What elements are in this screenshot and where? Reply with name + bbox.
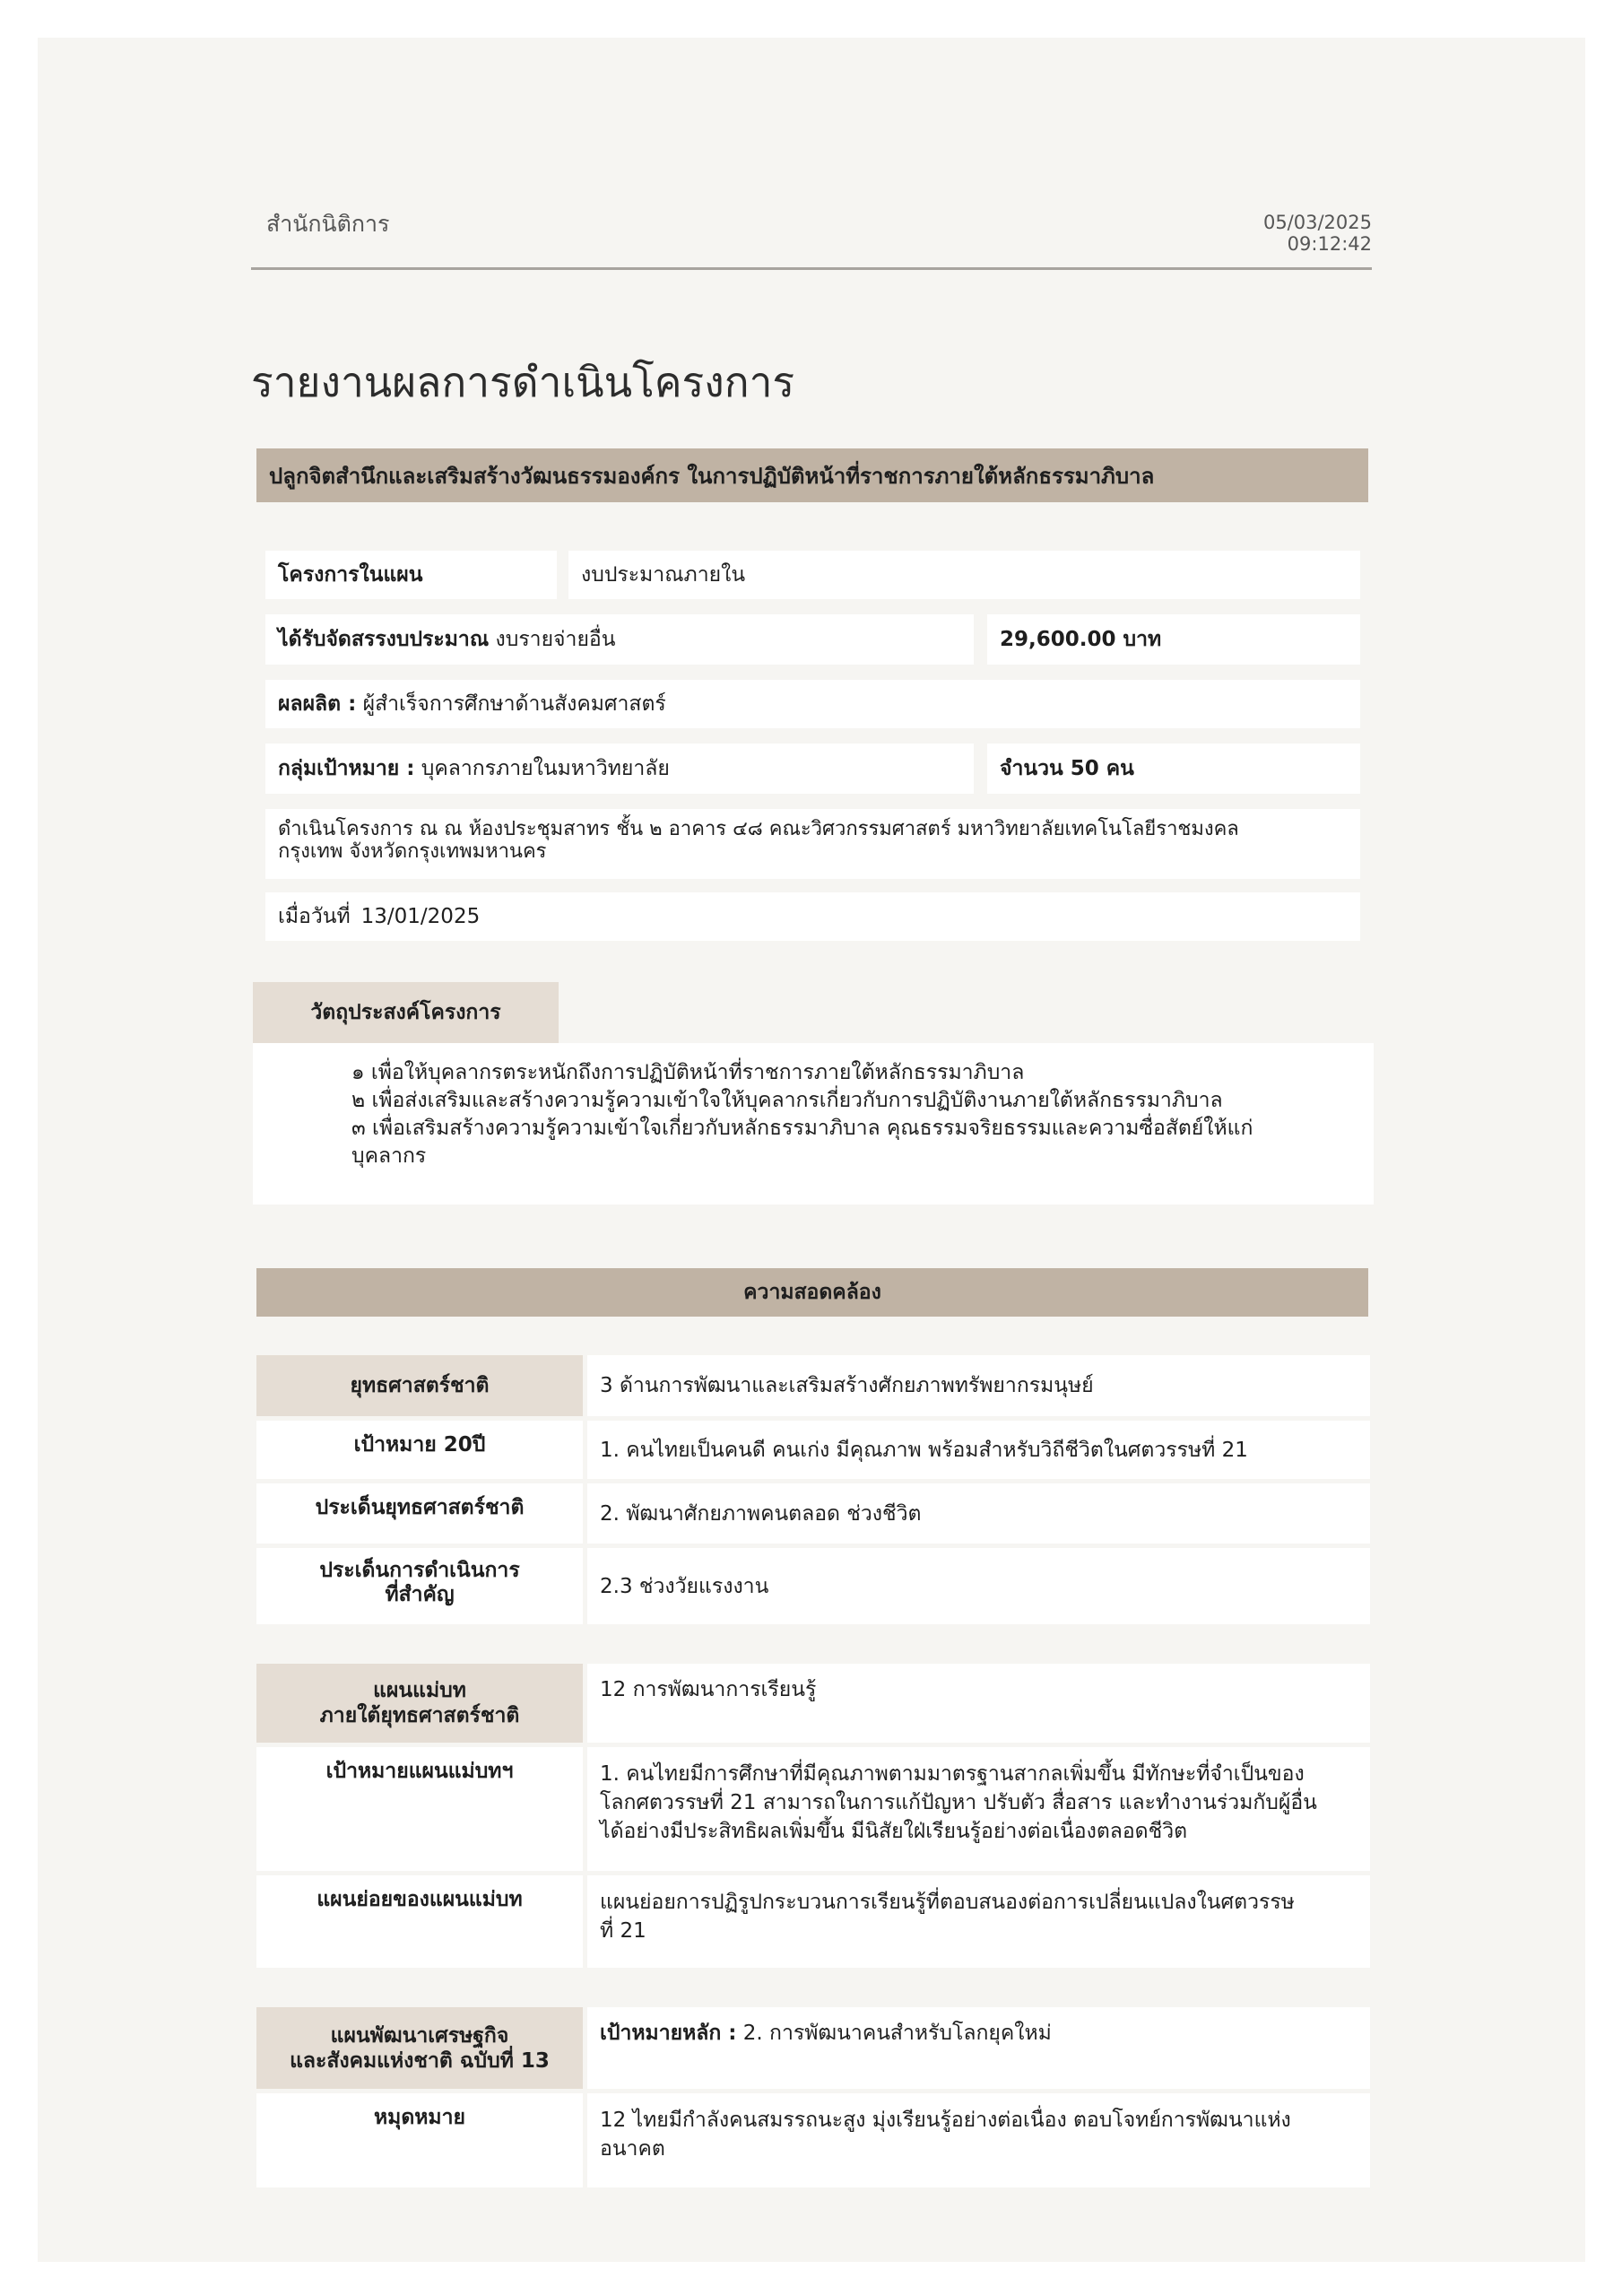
master-plan-goal-line-3: ได้อย่างมีประสิทธิผลเพิ่มขึ้น มีนิสัยใฝ่เรียนรู้อย่างต่อเนื่องตลอดชีวิต: [600, 1820, 1188, 1843]
project-name: ปลูกจิตสำนึกและเสริมสร้างวัฒนธรรมองค์กร ในการปฏิบัติหน้าที่ราชการภายใต้หลักธรรมาภิบาล: [269, 463, 1155, 489]
report-timestamp: 05/03/2025 09:12:42: [1262, 212, 1372, 255]
nesdp-goal-label: เป้าหมายหลัก :: [600, 2022, 737, 2045]
target-cell: [265, 744, 974, 794]
objective-line-3: ๓ เพื่อเสริมสร้างความรู้ความเข้าใจเกี่ยวกับหลักธรรมาภิบาล คุณธรรมจริยธรรมและความซื่อสัตย์ให้แก่: [351, 1117, 1253, 1140]
master-plan-goal-line-1: 1. คนไทยมีการศึกษาที่มีคุณภาพตามมาตรฐานสากลเพิ่มขึ้น มีทักษะที่จำเป็นของ: [600, 1762, 1305, 1786]
master-plan-label-line-2: ภายใต้ยุทธศาสตร์ชาติ: [319, 1704, 520, 1727]
output-value: ผู้สำเร็จการศึกษาด้านสังคมศาสตร์: [356, 692, 666, 716]
milestone-cell: [587, 2093, 1370, 2187]
master-plan-goal-label: เป้าหมายแผนแม่บทฯ: [256, 1747, 583, 1871]
milestone-label: หมุดหมาย: [256, 2093, 583, 2187]
key-action-label-line-1: ประเด็นการดำเนินการ: [319, 1559, 520, 1582]
objective-line-2: ๒ เพื่อส่งเสริมและสร้างความรู้ความเข้าใจให้บุคลากรเกี่ยวกับการปฏิบัติงานภายใต้หลักธรรมาภิบาล: [351, 1089, 1223, 1112]
objectives-heading: วัตถุประสงค์โครงการ: [310, 1001, 501, 1024]
target-count: จำนวน 50 คน: [1000, 757, 1134, 780]
goal-20y-value: 1. คนไทยเป็นคนดี คนเก่ง มีคุณภาพ พร้อมสำหรับวิถีชีวิตในศตวรรษที่ 21: [600, 1438, 1248, 1462]
strategy-issue-label: ประเด็นยุทธศาสตร์ชาติ: [256, 1483, 583, 1544]
national-strategy-label: ยุทธศาสตร์ชาติ: [256, 1355, 583, 1416]
output-label: ผลผลิต :: [278, 692, 357, 716]
sub-plan-label: แผนย่อยของแผนแม่บท: [256, 1875, 583, 1968]
target-label: กลุ่มเป้าหมาย :: [278, 757, 415, 780]
venue-cell: [265, 809, 1360, 879]
national-strategy-value: 3 ด้านการพัฒนาและเสริมสร้างศักยภาพทรัพยากรมนุษย์: [600, 1374, 1094, 1397]
master-plan-goal-line-2: โลกศตวรรษที่ 21 สามารถในการแก้ปัญหา ปรับตัว สื่อสาร และทำงานร่วมกับผู้อื่น: [600, 1791, 1317, 1814]
budget-amount: 29,600.00 บาท: [1000, 628, 1162, 651]
date-value: 13/01/2025: [360, 905, 481, 928]
budget-label: ได้รับจัดสรรงบประมาณ: [278, 628, 490, 651]
key-action-value-cell: [587, 1548, 1370, 1624]
output-cell: [265, 680, 1360, 728]
target-value: บุคลากรภายในมหาวิทยาลัย: [414, 757, 670, 780]
sub-plan-line-2: ที่ 21: [600, 1919, 646, 1943]
objectives-box: [253, 1043, 1374, 1205]
plan-value-cell: [568, 551, 1360, 599]
goal-20y-value-cell: [587, 1421, 1370, 1479]
target-count-cell: [987, 744, 1360, 794]
milestone-line-1: 12 ไทยมีกำลังคนสมรรถนะสูง มุ่งเรียนรู้อย่างต่อเนื่อง ตอบโจทย์การพัฒนาแห่ง: [600, 2109, 1291, 2132]
strategy-issue-value-cell: [587, 1483, 1370, 1544]
header-divider: [251, 267, 1372, 270]
master-plan-label: [256, 1664, 583, 1743]
sub-plan-cell: [587, 1875, 1370, 1968]
nesdp-goal-cell: [587, 2007, 1370, 2089]
national-strategy-value-cell: [587, 1355, 1370, 1416]
master-plan-value-cell: [587, 1664, 1370, 1743]
objective-line-4: บุคลากร: [351, 1144, 427, 1168]
objective-line-1: ๑ เพื่อให้บุคลากรตระหนักถึงการปฏิบัติหน้าที่ราชการภายใต้หลักธรรมาภิบาล: [351, 1061, 1025, 1084]
plan-value: งบประมาณภายใน: [581, 563, 746, 587]
alignment-band: [256, 1268, 1368, 1317]
nesdp-label: [256, 2007, 583, 2089]
strategy-issue-value: 2. พัฒนาศักยภาพคนตลอด ช่วงชีวิต: [600, 1501, 922, 1526]
page-title: รายงานผลการดำเนินโครงการ: [251, 358, 795, 406]
project-name-band: [256, 448, 1368, 502]
date-cell: [265, 892, 1360, 941]
master-plan-value: 12 การพัฒนาการเรียนรู้: [600, 1678, 817, 1701]
master-plan-goal-cell: [587, 1747, 1370, 1871]
alignment-heading: ความสอดคล้อง: [743, 1281, 881, 1304]
key-action-label-line-2: ที่สำคัญ: [385, 1583, 455, 1606]
plan-label: โครงการในแผน: [278, 563, 423, 587]
venue-line-2: กรุงเทพ จังหวัดกรุงเทพมหานคร: [278, 840, 547, 863]
key-action-label: [256, 1548, 583, 1624]
milestone-line-2: อนาคต: [600, 2137, 665, 2161]
budget-amount-cell: [987, 614, 1360, 665]
master-plan-label-line-1: แผนแม่บท: [373, 1679, 466, 1702]
date-label: เมื่อวันที่: [278, 905, 351, 928]
goal-20y-label: เป้าหมาย 20ปี: [256, 1421, 583, 1479]
key-action-value: 2.3 ช่วงวัยแรงงาน: [600, 1574, 769, 1598]
nesdp-label-line-2: และสังคมแห่งชาติ ฉบับที่ 13: [290, 2048, 550, 2073]
nesdp-goal-value: 2. การพัฒนาคนสำหรับโลกยุคใหม่: [736, 2022, 1052, 2045]
venue-line-1: ดำเนินโครงการ ณ ณ ห้องประชุมสาทร ชั้น ๒ อาคาร ๔๘ คณะวิศวกรรมศาสตร์ มหาวิทยาลัยเทคโนโลยีราชมงคล: [278, 818, 1239, 840]
department-name: สำนักนิติการ: [266, 211, 390, 237]
plan-label-cell: [265, 551, 557, 599]
budget-type: งบรายจ่ายอื่น: [489, 628, 616, 651]
sub-plan-line-1: แผนย่อยการปฏิรูปกระบวนการเรียนรู้ที่ตอบสนองต่อการเปลี่ยนแปลงในศตวรรษ: [600, 1891, 1295, 1914]
nesdp-label-line-1: แผนพัฒนาเศรษฐกิจ: [330, 2023, 509, 2048]
objectives-tab: [253, 982, 559, 1043]
budget-cell: [265, 614, 974, 665]
